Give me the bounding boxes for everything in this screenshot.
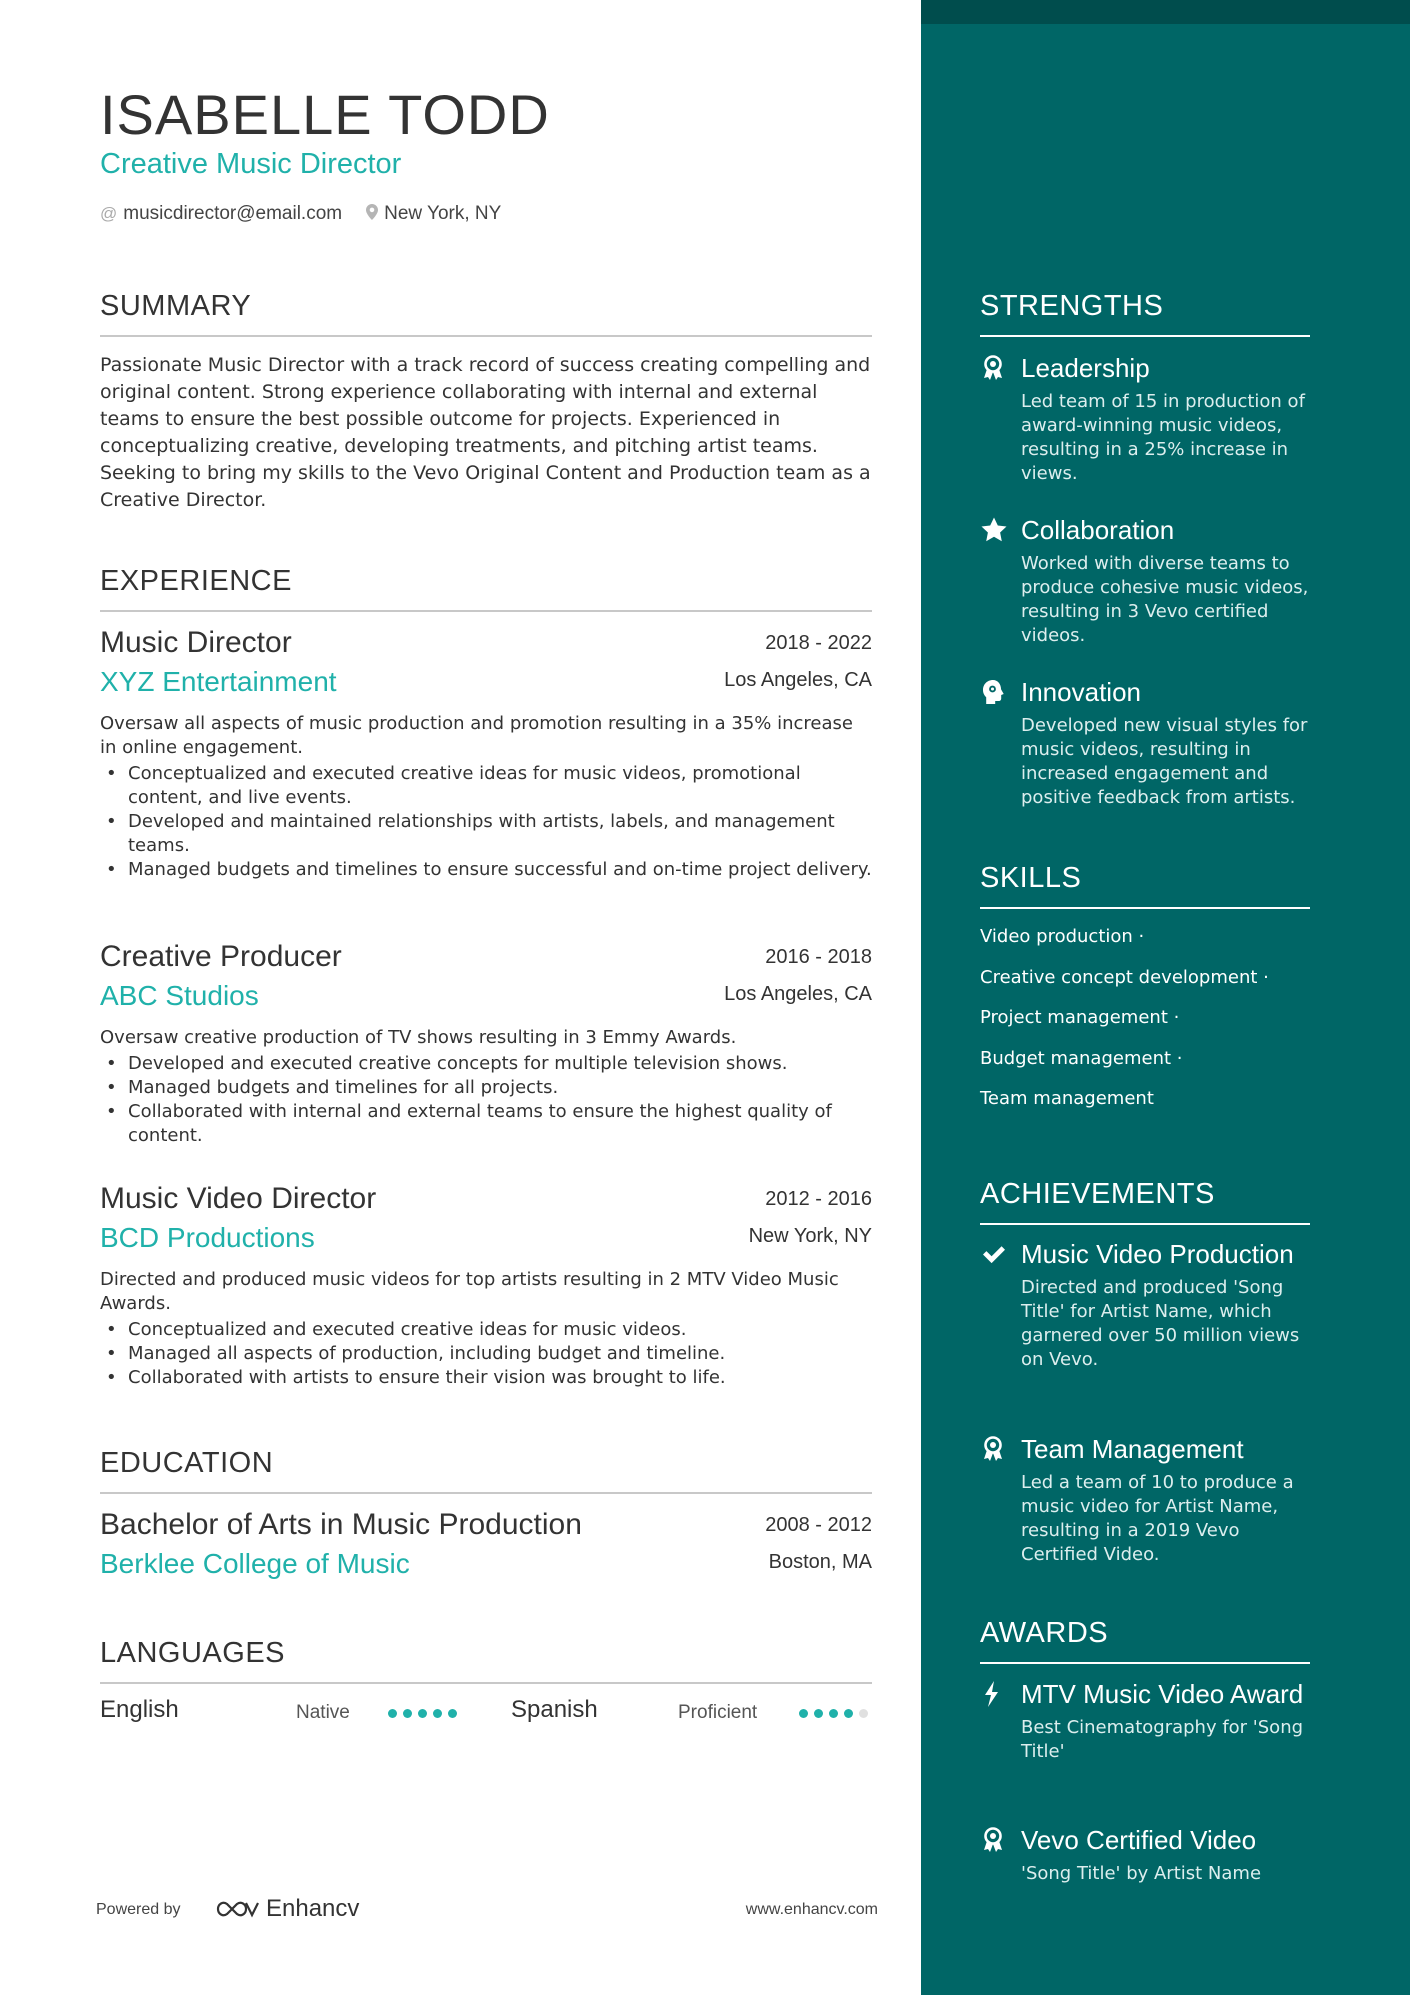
enhancv-logo[interactable]	[214, 1895, 359, 1923]
job-entry	[100, 1182, 872, 1390]
job-bullets	[100, 1052, 872, 1148]
job-bullet: • Collaborated with artists to ensure their vision was brought to life.	[100, 1366, 872, 1390]
rating-dot	[799, 1709, 808, 1718]
job-dates: 2018 - 2022	[765, 632, 872, 654]
star-icon	[980, 516, 1008, 544]
language-name: English	[100, 1696, 179, 1723]
strength-item	[980, 352, 1320, 486]
job-company: ABC Studios	[100, 980, 259, 1011]
job-bullet: • Managed budgets and timelines for all projects.	[100, 1076, 872, 1100]
strength-text: Led team of 15 in production of award-winning music videos, resulting in a 25% increase in views.	[1021, 391, 1305, 484]
summary-heading: SUMMARY	[100, 290, 872, 337]
job-role: Music Director	[100, 626, 292, 659]
email-link[interactable]: musicdirector@email.com	[123, 203, 343, 224]
award-title: MTV Music Video Award	[1021, 1679, 1304, 1709]
job-bullet: • Collaborated with internal and external teams to ensure the highest quality of content.	[100, 1100, 872, 1148]
location-text: New York, NY	[384, 203, 502, 224]
education-heading: EDUCATION	[100, 1447, 872, 1494]
awards-heading: AWARDS	[980, 1617, 1310, 1664]
skill-item: Budget management ·	[980, 1048, 1183, 1069]
job-bullet: • Developed and maintained relationships with artists, labels, and management teams.	[100, 810, 872, 858]
enhancv-brand: Enhancv	[266, 1895, 360, 1922]
strength-text: Developed new visual styles for music videos, resulting in increased engagement and positive feedback from artists.	[1021, 715, 1308, 808]
job-role: Creative Producer	[100, 940, 342, 973]
strength-item	[980, 676, 1320, 810]
job-entry	[100, 940, 872, 1148]
lightning-icon	[980, 1680, 1008, 1708]
job-bullet: • Developed and executed creative concepts for multiple television shows.	[100, 1052, 872, 1076]
strengths-heading: STRENGTHS	[980, 290, 1310, 337]
sidebar-top-bar	[921, 0, 1410, 24]
job-description: Oversaw creative production of TV shows resulting in 3 Emmy Awards.	[100, 1027, 737, 1048]
job-description: Directed and produced music videos for top artists resulting in 2 MTV Video Music Awards.	[100, 1269, 839, 1314]
award-icon	[980, 354, 1008, 382]
job-bullets	[100, 762, 872, 882]
experience-heading: EXPERIENCE	[100, 565, 872, 612]
job-bullet: • Managed budgets and timelines to ensure successful and on-time project delivery.	[100, 858, 872, 882]
location	[366, 203, 501, 225]
footer-url[interactable]: www.enhancv.com	[745, 1901, 878, 1918]
checkmark-icon	[980, 1240, 1008, 1268]
skill-item: Creative concept development ·	[980, 967, 1269, 988]
rating-dot	[859, 1709, 868, 1718]
skill-item: Video production ·	[980, 926, 1145, 947]
job-description: Oversaw all aspects of music production and promotion resulting in a 35% increase in online engagement.	[100, 713, 853, 758]
rating-dot	[829, 1709, 838, 1718]
award-icon	[980, 1435, 1008, 1463]
candidate-name: ISABELLE TODD	[100, 83, 550, 146]
job-bullet: • Conceptualized and executed creative ideas for music videos, promotional content, and live events.	[100, 762, 872, 810]
job-company: BCD Productions	[100, 1222, 315, 1253]
achievement-item	[980, 1433, 1320, 1567]
job-company: XYZ Entertainment	[100, 666, 337, 697]
achievement-text: Directed and produced 'Song Title' for Artist Name, which garnered over 50 million views on Vevo.	[1021, 1277, 1300, 1370]
rating-dot	[403, 1709, 412, 1718]
language-level: Proficient	[678, 1702, 758, 1723]
award-title: Vevo Certified Video	[1021, 1825, 1257, 1855]
school: Berklee College of Music	[100, 1548, 410, 1579]
achievement-item	[980, 1238, 1320, 1372]
degree: Bachelor of Arts in Music Production	[100, 1508, 582, 1541]
award-item	[980, 1678, 1320, 1764]
job-location: New York, NY	[748, 1225, 872, 1247]
job-role: Music Video Director	[100, 1182, 377, 1215]
rating-dot	[388, 1709, 397, 1718]
award-text: 'Song Title' by Artist Name	[1021, 1863, 1262, 1884]
job-dates: 2016 - 2018	[765, 946, 872, 968]
award-icon	[980, 1826, 1008, 1854]
languages-heading: LANGUAGES	[100, 1637, 872, 1684]
education-dates: 2008 - 2012	[765, 1514, 872, 1536]
contact-info	[100, 203, 501, 225]
strength-title: Collaboration	[1021, 515, 1175, 545]
job-bullet: • Conceptualized and executed creative ideas for music videos.	[100, 1318, 872, 1342]
education-entry	[100, 1508, 872, 1592]
award-item	[980, 1824, 1320, 1886]
skill-item: Project management ·	[980, 1007, 1180, 1028]
award-text: Best Cinematography for 'Song Title'	[1021, 1717, 1304, 1762]
job-bullets	[100, 1318, 872, 1390]
rating-dot	[433, 1709, 442, 1718]
job-location: Los Angeles, CA	[724, 669, 872, 691]
achievement-title: Team Management	[1021, 1434, 1244, 1464]
language-rating	[799, 1709, 868, 1718]
job-location: Los Angeles, CA	[724, 983, 872, 1005]
rating-dot	[814, 1709, 823, 1718]
at-icon: @	[100, 204, 118, 223]
achievement-text: Led a team of 10 to produce a music video for Artist Name, resulting in a 2019 Vevo Certified Video.	[1021, 1472, 1294, 1565]
strength-title: Innovation	[1021, 677, 1141, 707]
achievements-heading: ACHIEVEMENTS	[980, 1178, 1310, 1225]
job-dates: 2012 - 2016	[765, 1188, 872, 1210]
rating-dot	[418, 1709, 427, 1718]
map-pin-icon	[366, 204, 378, 225]
rating-dot	[448, 1709, 457, 1718]
summary-text: Passionate Music Director with a track record of success creating compelling and original content. Strong experience collaborating with internal and external teams to ensure the best possible outcome for projects. Experienced in conceptualizing creative, developing treatments, and pitching artist teams. Seeking to bring my skills to the Vevo Original Content and Production team as a Creative Director.	[100, 354, 871, 511]
job-bullet: • Managed all aspects of production, including budget and timeline.	[100, 1342, 872, 1366]
language-rating	[388, 1709, 457, 1718]
rating-dot	[844, 1709, 853, 1718]
skills-heading: SKILLS	[980, 862, 1310, 909]
language-name: Spanish	[511, 1696, 598, 1723]
candidate-title: Creative Music Director	[100, 148, 402, 180]
enhancv-logo-icon	[214, 1897, 262, 1921]
job-entry	[100, 626, 872, 882]
strength-item	[980, 514, 1320, 648]
footer	[96, 1895, 878, 1925]
strength-text: Worked with diverse teams to produce cohesive music videos, resulting in 3 Vevo certified videos.	[1021, 553, 1309, 646]
language-level: Native	[296, 1702, 350, 1723]
sidebar	[921, 0, 1410, 1995]
strength-title: Leadership	[1021, 353, 1150, 383]
skill-item: Team management	[980, 1088, 1154, 1109]
education-location: Boston, MA	[768, 1551, 872, 1573]
powered-by-label: Powered by	[96, 1901, 181, 1918]
head-idea-icon	[980, 678, 1008, 706]
achievement-title: Music Video Production	[1021, 1239, 1294, 1269]
